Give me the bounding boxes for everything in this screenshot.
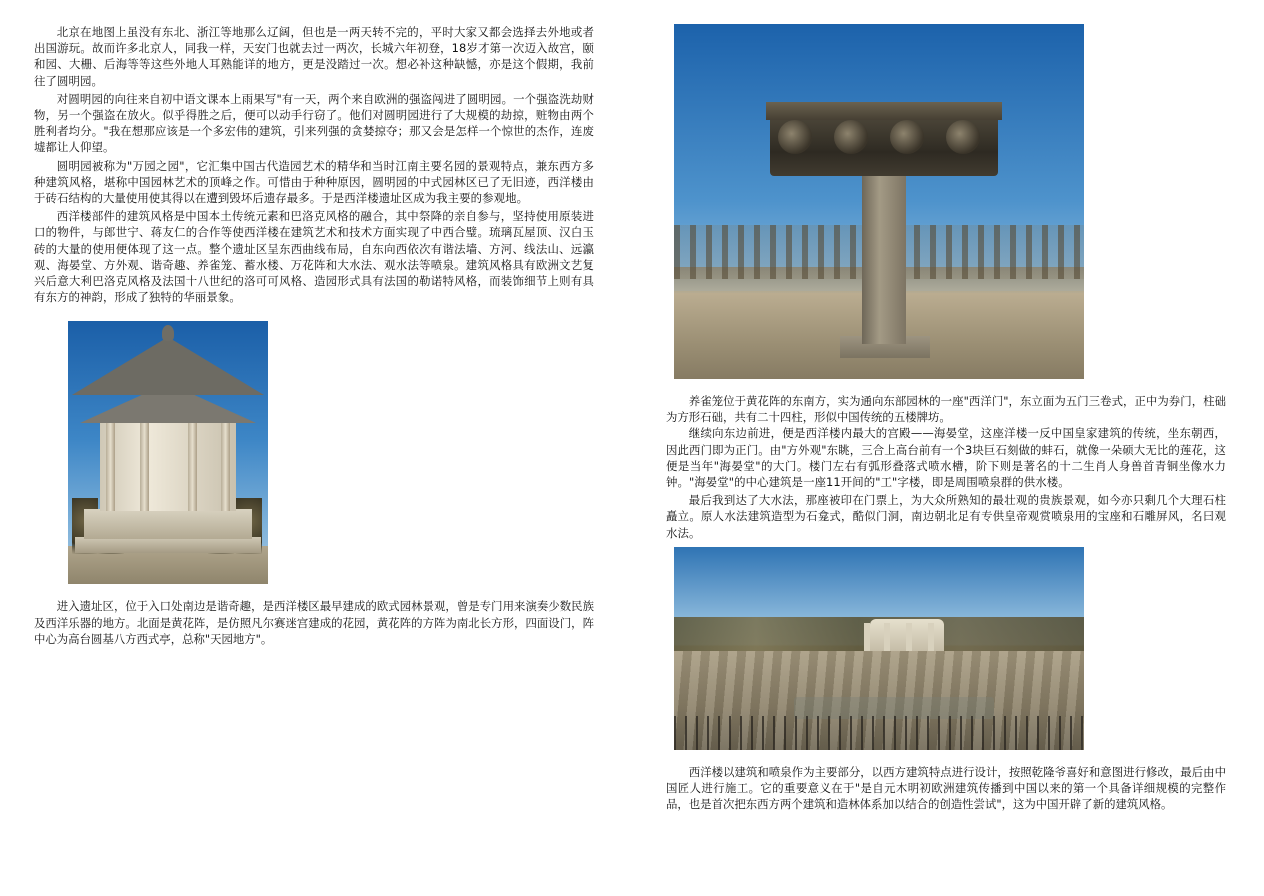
column-photo-caption: 养雀笼位于黄花阵的东南方，实为通向东部园林的一座"西洋门"，东立面为五门三卷式，正中为券门，柱础为方形石础，共有二十四柱，形似中国传统的五楼牌坊。 (666, 394, 1226, 425)
right-column (666, 24, 1226, 812)
paragraph: 圆明园被称为"万园之园"，它汇集中国古代造园艺术的精华和当时江南主要名园的景观特点，兼东西方多种建筑风格，堪称中国园林艺术的顶峰之作。可惜由于种种原因，圆明园的中式园林区已了无旧迹，西洋楼由于砖石结构的大量使用使其得以在遭到毁坏后遗存最多。于是西洋楼遗址区成为我主要的参观地。 (34, 158, 594, 206)
paragraph: 西洋楼部件的建筑风格是中国本土传统元素和巴洛克风格的融合，其中祭降的亲自参与，坚持使用原装进口的物件，与郎世宁、蒋友仁的合作等使西洋楼在建筑艺术和技术方面实现了中西合璧。琉璃瓦屋顶、汉白玉砖的大量的使用便体现了这一点。整个遗址区呈东西曲线布局，自东向西依次有谐法墙、方河、线法山、远瀛观、海晏堂、方外观、谐奇趣、养雀笼、蓄水楼、万花阵和大水法、观水法等喷泉。建筑风格具有欧洲文艺复兴后意大利巴洛克风格及法国十八世纪的洛可可风格、造园形式具有法国的勒诺特风格，而装饰细节上则有具有东方的神韵，形成了独特的华丽景象。 (34, 209, 594, 305)
pavilion-column (106, 421, 115, 511)
volute-scroll (890, 120, 924, 154)
great-fountain-ruins-photo (674, 547, 1084, 750)
pavilion-finial (162, 325, 174, 341)
pavilion-photo-caption: 进入遗址区，位于入口处南边是谐奇趣，是西洋楼区最早建成的欧式园林景观，曾是专门用来演奏少数民族及西洋乐器的地方。北面是黄花阵，是仿照凡尔赛迷宫建成的花园，黄花阵的方阵为南北长方形，四面设门，阵中心为高台圆基八方西式亭，总称"天园地方"。 (34, 599, 594, 646)
column-abacus (766, 102, 1002, 120)
pavilion-steps (75, 537, 261, 553)
left-column (34, 24, 594, 647)
paragraph: 对圆明园的向往来自初中语文课本上雨果写"有一天，两个来自欧洲的强盗闯进了圆明园。一个强盗洗劫财物，另一个强盗在放火。似乎得胜之后，便可以动手行窃了。他们对圆明园进行了大规模的劫掠，赃物由两个胜利者均分。"我在想那应该是一个多宏伟的建筑，引来列强的贪婪掠夺；那又会是怎样一个惊世的杰作，连废墟都让人仰望。 (34, 91, 594, 155)
railing-fence (674, 716, 1084, 750)
column-capital-photo (674, 24, 1084, 379)
pavilion-column (140, 421, 149, 511)
column-shaft (862, 174, 906, 344)
paragraph: 最后我到达了大水法，那座被印在门票上，为大众所熟知的最壮观的贵族景观，如今亦只剩几个大理石柱矗立。原人水法建筑造型为石龛式，酷似门洞，南边朝北足有专供皇帝观赏喷泉用的宝座和石雕屏风，名曰观水法。 (666, 493, 1226, 540)
ruins-photo-caption: 西洋楼以建筑和喷泉作为主要部分，以西方建筑特点进行设计，按照乾隆爷喜好和意图进行修改，最后由中国匠人进行施工。它的重要意义在于"是自元木明初欧洲建筑传播到中国以来的第一个具备详细规模的完整作品，也是首次把东西方两个建筑和造林体系加以结合的创造性尝试"，这为中国开辟了新的建筑风格。 (666, 764, 1226, 812)
pavilion-column (188, 421, 197, 511)
pavilion-body (100, 421, 236, 511)
paragraph: 继续向东边前进，便是西洋楼内最大的宫殿——海晏堂，这座洋楼一反中国皇家建筑的传统，坐东朝西，因此西门即为正门。由"方外观"东眺，三合上高台前有一个3块巨石刻做的蚌石，就像一朵硕大无比的莲花，这便是当年"海晏堂"的大门。楼门左右有弧形叠落式喷水槽，阶下则是著名的十二生肖人身兽首青铜坐像水力钟。"海晏堂"的中心建筑是一座11开间的"工"字楼，即是周围喷泉群的供水楼。 (666, 426, 1226, 490)
paragraph: 北京在地图上虽没有东北、浙江等地那么辽阔，但也是一两天转不完的，平时大家又都会选择去外地或者出国游玩。故而许多北京人，同我一样，天安门也就去过一两次，长城六年初登，18岁才第一次迈入故宫，颐和园、大栅、后海等等这些外地人耳熟能详的地方，更是没踏过一次。想必补这种缺憾，亦是这个假期，我前往了圆明园。 (34, 25, 594, 88)
volute-scroll (834, 120, 868, 154)
volute-scroll (778, 120, 812, 154)
pavilion-photo (68, 321, 268, 584)
volute-scroll (946, 120, 980, 154)
pavilion-column (221, 421, 230, 511)
pavilion-base (84, 509, 252, 539)
pavilion-upper-roof (72, 337, 264, 395)
